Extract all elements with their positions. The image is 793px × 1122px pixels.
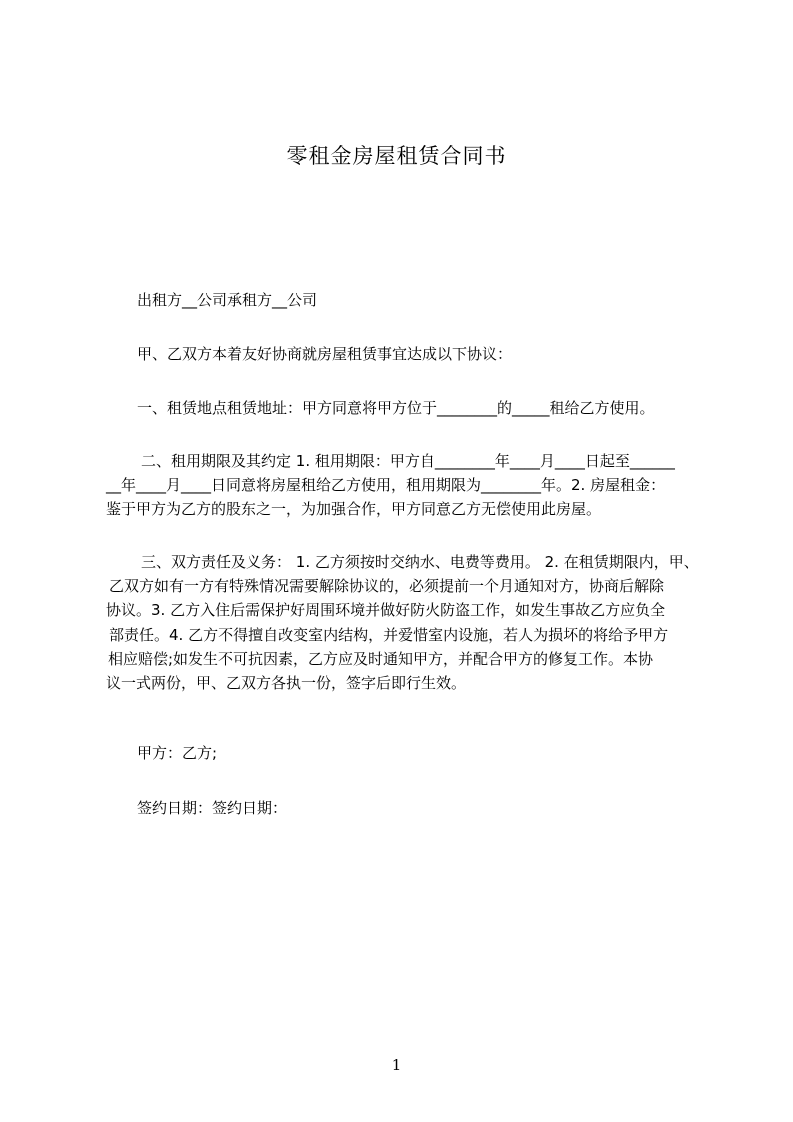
clause-2 [106,449,675,522]
page-number: 1 [391,1056,402,1074]
clause-2-line: 鉴于甲方为乙方的股东之一，为加强合作，甲方同意乙方无偿使用此房屋。 [106,500,602,519]
clause-3 [106,550,699,695]
clause-3-line: 三、双方责任及义务： 1. 乙方须按时交纳水、电费等费用。 2. 在租赁期限内，甲、 [141,553,699,571]
intro-paragraph: 甲、乙双方本着友好协商就房屋租赁事宜达成以下协议： [137,345,513,363]
clause-3-line: 部责任。4. 乙方不得擅自改变室内结构，并爱惜室内设施，若人为损坏的将给予甲方 [109,625,669,644]
document-title: 零租金房屋租赁合同书 [286,144,507,168]
clause-3-line: 乙双方如有一方有特殊情况需要解除协议的，必须提前一个月通知对方，协商后解除 [109,577,665,596]
clause-2-line: __年____月____日同意将房屋租给乙方使用，租用期限为________年。2. 房屋租金： [106,476,666,495]
clause-3-line: 协议。3. 乙方入住后需保护好周围环境并做好防火防盗工作，如发生事故乙方应负全 [106,601,666,620]
clause-3-line: 相应赔偿;如发生不可抗因素，乙方应及时通知甲方，并配合甲方的修复工作。本协 [108,649,654,668]
clause-3-line: 议一式两份，甲、乙双方各执一份，签字后即行生效。 [106,674,467,693]
parties-line: 出租方__公司承租方__公司 [137,291,318,309]
clause-1: 一、租赁地点租赁地址：甲方同意将甲方位于________的_____租给乙方使用。 [137,399,655,417]
clause-2-line: 二、租用期限及其约定 1. 租用期限：甲方自________年____月____日起至______ [141,452,675,470]
signature-line: 甲方：乙方; [137,744,218,762]
date-line: 签约日期：签约日期： [137,799,288,817]
